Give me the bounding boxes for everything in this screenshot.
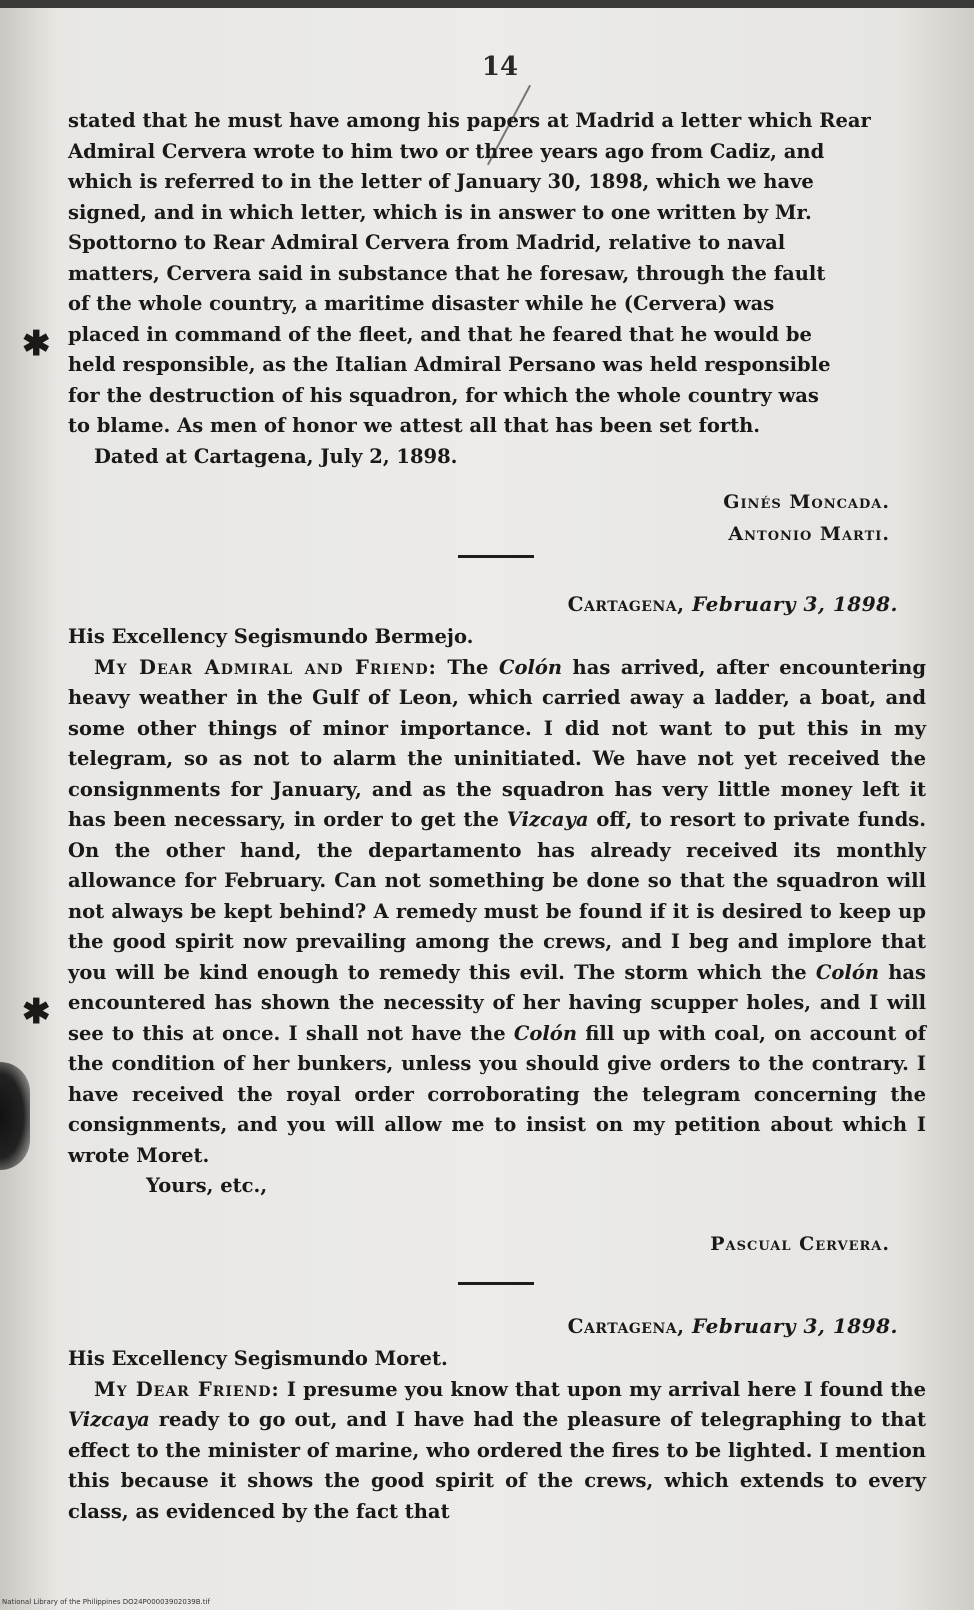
- signature: Antonio Marti.: [728, 523, 890, 545]
- paragraph-line: held responsible, as the Italian Admiral Persano was held responsible: [68, 353, 831, 376]
- ink-blot: [0, 1062, 30, 1170]
- body-text: has encountered has shown the necessity of her having scupper holes, and I will see to this at once. I shall not have the: [68, 960, 926, 1045]
- paragraph-line: for the destruction of his squadron, for which the whole country was: [68, 383, 819, 407]
- letter1-addressee: His Excellency Segismundo Bermejo.: [68, 625, 474, 648]
- paragraph-line: matters, Cervera said in substance that he foresaw, through the fault: [68, 261, 826, 285]
- affidavit-signatures: [723, 486, 890, 550]
- signature: Pascual Cervera.: [710, 1233, 890, 1255]
- margin-asterisk-mark: ✱: [22, 992, 51, 1032]
- affidavit-block: [68, 106, 926, 472]
- dated-line: Dated at Cartagena, July 2, 1898.: [94, 444, 458, 468]
- scan-footer: National Library of the Philippines DO24P00003902039B.tif: [2, 1598, 210, 1606]
- body-text: ready to go out, and I have had the pleasure of telegraphing to that effect to the minister of marine, who ordered the fires to be lighted. I mention this because it shows the good spirit of the crews, which extends to every class, as evidenced by the fact that: [68, 1408, 926, 1523]
- section-divider: [458, 555, 534, 558]
- scan-edge: [0, 0, 974, 8]
- letter1-body: [68, 653, 926, 1172]
- paragraph-line: Admiral Cervera wrote to him two or three years ago from Cadiz, and: [68, 139, 825, 163]
- paragraph-line: Spottorno to Rear Admiral Cervera from Madrid, relative to naval: [68, 231, 786, 254]
- letter2-place: Cartagena,: [567, 1314, 685, 1338]
- ship-name: Vizcaya: [68, 1408, 150, 1431]
- body-text: off, to resort to private funds. On the other hand, the departamento has already received its monthly allowance for February. Can not something be done so that the squadron will not always be kept behind? A remedy must be found if it is desired to keep up the good spirit now prevailing among the crews, and I beg and implore that you will be kind enough to remedy this evil. The storm which the: [68, 808, 926, 984]
- ship-name: Colón: [815, 960, 880, 984]
- ship-name: Colón: [513, 1021, 577, 1045]
- letter1-salutation: My Dear Admiral and Friend:: [94, 655, 437, 679]
- letter1-dateline: [568, 592, 898, 616]
- letter2-body: [68, 1375, 926, 1528]
- body-text: fill up with coal, on account of the condition of her bunkers, unless you should give orders to the contrary. I have received the royal order corroborating the telegram concerning the consignments, and you will allow me to insist on my petition about which I wrote Moret.: [68, 1021, 927, 1167]
- paragraph-line: stated that he must have among his papers at Madrid a letter which Rear: [68, 109, 871, 132]
- body-text: The: [436, 655, 499, 679]
- ship-name: Colón: [498, 655, 563, 679]
- section-divider: [458, 1282, 534, 1285]
- letter1-signature-block: [710, 1228, 890, 1260]
- paragraph-line: to blame. As men of honor we attest all that has been set forth.: [68, 414, 761, 437]
- body-text: has arrived, after encountering heavy weather in the Gulf of Leon, which carried away a ladder, a boat, and some other things of minor importance. I did not want to put this in my telegram, so as not to alarm the uninitiated. We have not yet received the consignments for January, and as the squadron has very little money left it has been necessary, in order to get the: [68, 655, 926, 831]
- paragraph-line: which is referred to in the letter of January 30, 1898, which we have: [68, 170, 814, 193]
- paragraph-line: of the whole country, a maritime disaster while he (Cervera) was: [68, 292, 775, 315]
- letter2-salutation: My Dear Friend:: [94, 1377, 280, 1401]
- letter2-block: [68, 1344, 926, 1527]
- letter2-date: February 3, 1898.: [692, 1314, 898, 1338]
- letter1-date: February 3, 1898.: [692, 592, 898, 616]
- page-number: 14: [481, 52, 519, 82]
- letter2-addressee: His Excellency Segismundo Moret.: [68, 1347, 448, 1370]
- paragraph-line: placed in command of the fleet, and that he feared that he would be: [68, 322, 812, 346]
- letter1-place: Cartagena,: [567, 592, 685, 616]
- signature: Ginés Moncada.: [723, 491, 890, 513]
- letter2-dateline: [568, 1314, 898, 1338]
- letter1-block: [68, 622, 926, 1202]
- paragraph-line: signed, and in which letter, which is in answer to one written by Mr.: [68, 200, 812, 224]
- body-text: I presume you know that upon my arrival here I found the: [279, 1377, 926, 1401]
- letter1-closing: Yours, etc.,: [146, 1174, 268, 1197]
- margin-asterisk-mark: ✱: [22, 324, 51, 364]
- affidavit-paragraph: [68, 106, 926, 442]
- ship-name: Vizcaya: [506, 808, 589, 831]
